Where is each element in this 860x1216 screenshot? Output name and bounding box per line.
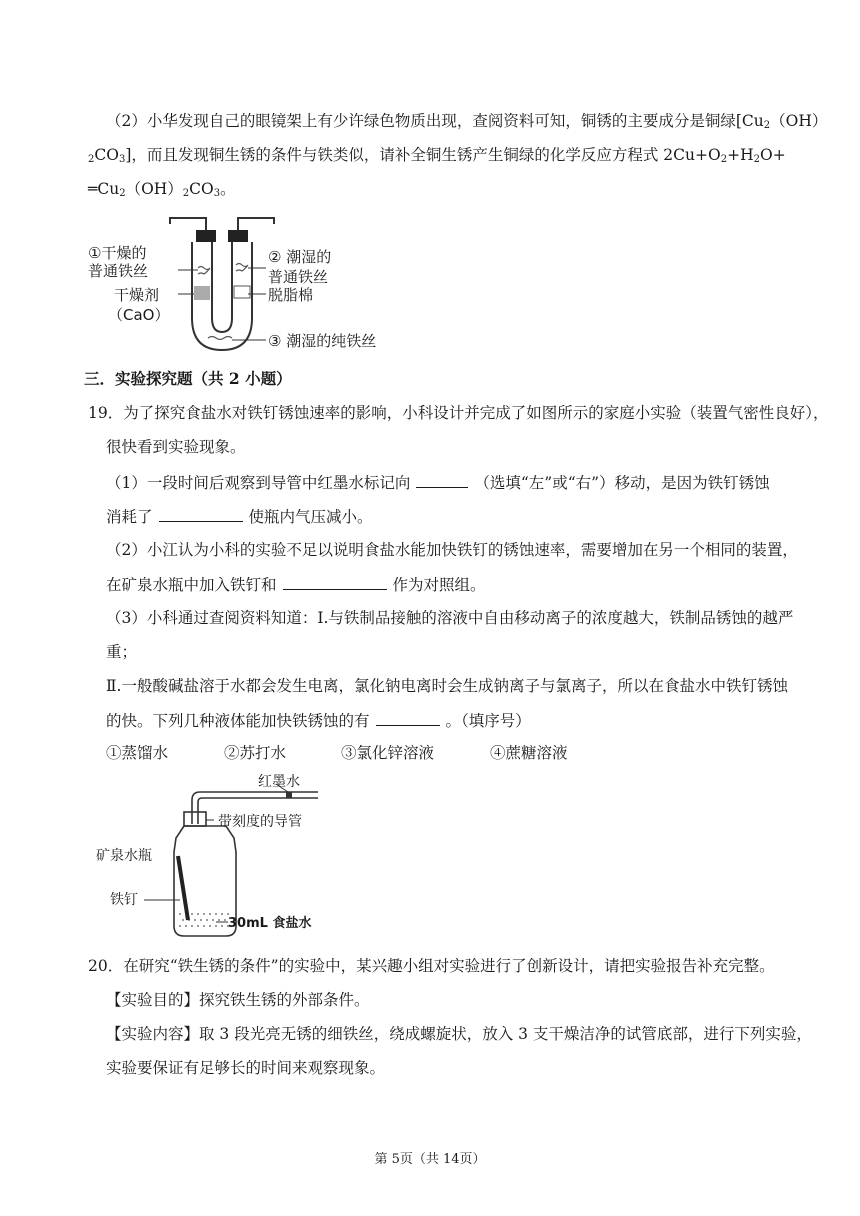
section-title: 三．实验探究题（共 2 小题） [84,369,292,388]
q19-part2-line1: （2）小江认为小科的实验不足以说明食盐水能加快铁钉的锈蚀速率，需要增加在另一个相同的装置， [106,541,798,559]
q18-part2-line3: $═Cu_2(OH)_2CO_3$。 [88,180,236,199]
q18-part2-line1: （2）小华发现自己的眼镜架上有少许绿色物质出现，查阅资料可知，铜锈的主要成分是铜绿[$Cu_2(OH)$ [106,112,828,131]
q19-part2-line2: 在矿泉水瓶中加入铁钉和 作为对照组。 [106,573,486,596]
cotton [234,286,250,298]
label-desiccant-1: 干燥剂 [114,286,160,304]
option-1: ①蒸馏水 [106,744,169,762]
right-glass-bend [238,218,274,230]
q19-part1-line2: 消耗了 使瓶内气压减小。 [106,505,373,528]
label-graduated-tube: 带刻度的导管 [218,814,302,830]
label-nail: 铁钉 [110,892,138,908]
q20-content-line1: 【实验内容】取 3 段光亮无锈的细铁丝，绕成螺旋状，放入 3 支干燥洁净的试管底部，进行下列实验， [106,1025,812,1043]
answer-blank-1[interactable] [416,471,468,488]
option-4: ④蔗糖溶液 [490,744,568,762]
dry-iron-wire [198,267,210,275]
q19-line2: 很快看到实验现象。 [106,438,246,456]
q19-part3-line4: 的快。下列几种液体能加快铁锈蚀的有 。（填序号） [106,709,531,732]
option-3: ③氯化锌溶液 [341,744,435,762]
left-stopper [196,230,216,242]
red-ink-mark [286,792,292,798]
q20-content-line2: 实验要保证有足够长的时间来观察现象。 [106,1059,386,1077]
answer-blank-3[interactable] [283,573,387,590]
q19-part3-line2: 重； [106,643,138,661]
label-pure-wire: ③ 潮湿的纯铁丝 [268,332,377,350]
u-tube-figure [88,210,398,360]
pure-iron-wire [208,337,232,340]
wet-iron-wire [236,264,248,272]
label-red-ink: 红墨水 [258,774,300,790]
page-footer: 第 5页（共 14页） [374,1152,486,1167]
label-desiccant-2: （CaO） [108,306,170,324]
label-wet-wire-2: 普通铁丝 [268,268,329,286]
q19-line1: 19．为了探究食盐水对铁钉锈蚀速率的影响，小科设计并完成了如图所示的家庭小实验（装置气密性良好）， [88,404,829,422]
q20-purpose: 【实验目的】探究铁生锈的外部条件。 [106,991,370,1009]
iron-nail [178,856,188,920]
label-salt-water: 30mL 食盐水 [228,916,312,931]
label-wet-wire-1: ② 潮湿的 [268,248,332,266]
q19-part1-line1: （1）一段时间后观察到导管中红墨水标记向 （选填“左”或“右”）移动，是因为铁钉锈蚀 [106,471,770,494]
right-stopper [228,230,248,242]
q20-line1: 20．在研究“铁生锈的条件”的实验中，某兴趣小组对实验进行了创新设计，请把实验报告补充完整。 [88,957,775,975]
left-glass-bend [170,218,206,230]
desiccant [194,286,210,300]
label-dry-wire-1: ①干燥的 [88,244,147,262]
bottle-cap [184,812,206,826]
answer-blank-2[interactable] [159,505,243,522]
answer-blank-4[interactable] [376,709,440,726]
q19-part3-line3: Ⅱ.一般酸碱盐溶于水都会发生电离，氯化钠电离时会生成钠离子与氯离子，所以在食盐水中铁钉锈蚀 [106,677,788,695]
bottle-figure [96,772,336,942]
option-2: ②苏打水 [224,744,287,762]
q18-part2-line2: $_2CO_3$]，而且发现铜生锈的条件与铁类似，请补全铜生锈产生铜绿的化学反应方程式 $2Cu+O_2+H_2O+$ [88,146,786,165]
q19-part3-line1: （3）小科通过查阅资料知道：Ⅰ.与铁制品接触的溶液中自由移动离子的浓度越大，铁制品锈蚀的越严 [106,609,794,627]
u-tube-inner [212,242,232,332]
label-bottle: 矿泉水瓶 [96,848,152,864]
label-dry-wire-2: 普通铁丝 [88,262,149,280]
label-cotton: 脱脂棉 [268,286,314,304]
